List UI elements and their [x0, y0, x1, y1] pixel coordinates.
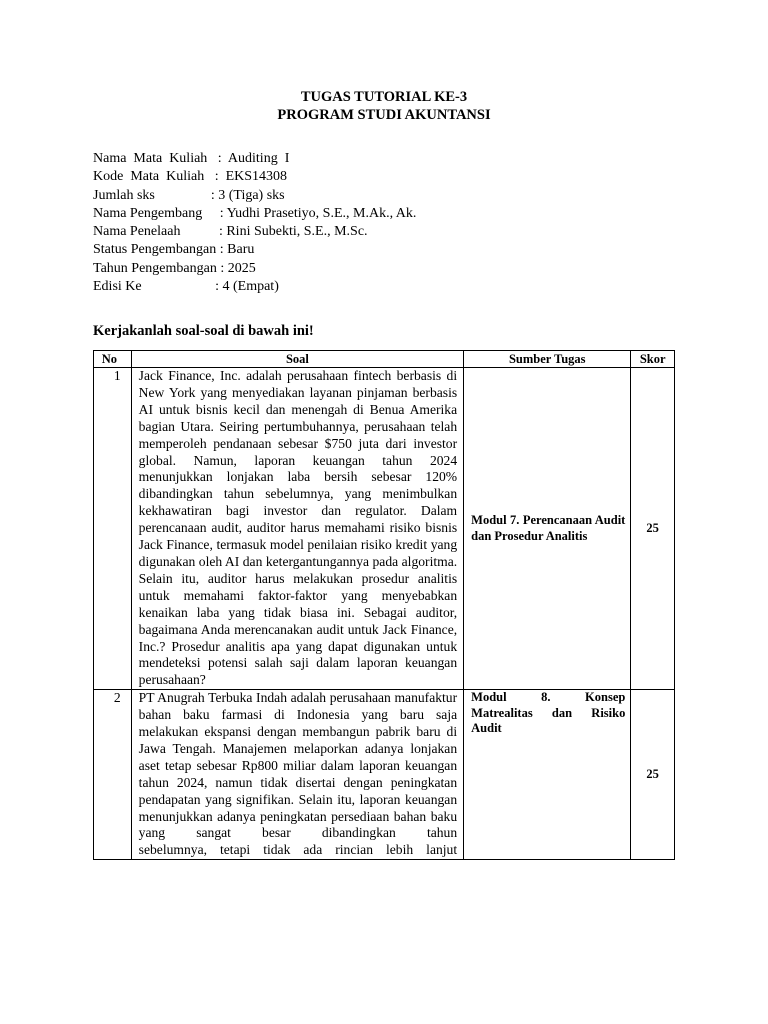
- question-text: Jack Finance, Inc. adalah perusahaan fintech berbasis di New York yang menyediakan layanan pinjaman berbasis AI untuk bisnis kecil dan menengah di Benua Amerika bagian Utara. Seiring pertumbuhannya, perusahaan telah memperoleh pendanaan sebesar $750 juta dari investor global. Namun, laporan keuangan tahun 2024 menunjukkan lonjakan laba bersih sebesar 120% dibandingkan tahun sebelumnya, yang menimbulkan kekhawatiran bagi investor dan regulator. Dalam perencanaan audit, auditor harus memahami risiko bisnis Jack Finance, termasuk model penilaian risiko kredit yang digunakan oleh AI dan ketergantungannya pada algoritma. Selain itu, auditor harus melakukan prosedur analitis untuk memahami faktor-faktor yang menyebabkan kenaikan laba yang tidak biasa ini. Sebagai auditor, bagaimana Anda merencanakan audit untuk Jack Finance, Inc.? Prosedur analitis apa yang dapat digunakan untuk mendeteksi potensi salah saji dalam laporan keuangan perusahaan?: [138, 368, 458, 688]
- question-cell: [131, 690, 463, 860]
- header-soal: Soal: [131, 351, 463, 368]
- document-title: TUGAS TUTORIAL KE-3: [300, 89, 468, 105]
- info-course-name: Nama Mata Kuliah : Auditing I: [93, 151, 290, 166]
- row-number: 2: [94, 690, 132, 860]
- info-course-code: Kode Mata Kuliah : EKS14308: [93, 169, 288, 185]
- source-cell: [464, 690, 631, 860]
- assignment-table: [93, 350, 675, 860]
- info-year: Tahun Pengembangan : 2025: [93, 260, 256, 276]
- question-text-continued: sebelumnya, tetapi tidak ada rincian lebih lanjut: [138, 842, 458, 858]
- document-subtitle: PROGRAM STUDI AKUNTANSI: [277, 107, 491, 123]
- row-number: 1: [94, 368, 132, 690]
- info-edition: Edisi Ke : 4 (Empat): [93, 279, 279, 295]
- score-cell: 25: [631, 690, 675, 860]
- source-cell: [464, 368, 631, 690]
- score-cell: 25: [631, 368, 675, 690]
- instruction: Kerjakanlah soal-soal di bawah ini!: [93, 323, 314, 339]
- info-reviewer: Nama Penelaah : Rini Subekti, S.E., M.Sc.: [93, 224, 368, 240]
- info-status: Status Pengembangan : Baru: [93, 242, 255, 258]
- header-skor: Skor: [631, 351, 675, 368]
- table-header-row: [94, 351, 675, 368]
- table-row: [94, 690, 675, 860]
- question-text: PT Anugrah Terbuka Indah adalah perusahaan manufaktur bahan baku farmasi di Indonesia yang baru saja melakukan ekspansi dengan membangun pabrik baru di Jawa Tengah. Manajemen melaporkan adanya lonjakan aset tetap sebesar Rp800 miliar dalam laporan keuangan tahun 2024, namun tidak disertai dengan peningkatan pendapatan yang signifikan. Selain itu, laporan keuangan menunjukkan adanya peningkatan persediaan bahan baku yang sangat besar dibandingkan tahun: [138, 690, 458, 841]
- header-sumber: Sumber Tugas: [464, 351, 631, 368]
- table-row: [94, 368, 675, 690]
- course-info: [93, 150, 416, 296]
- source-text: Modul 8. Konsep Matrealitas dan Risiko Audit: [471, 690, 626, 736]
- header-no: No: [94, 351, 132, 368]
- source-text: Modul 7. Perencanaan Audit dan Prosedur Analitis: [471, 513, 626, 543]
- question-cell: [131, 368, 463, 690]
- info-developer: Nama Pengembang : Yudhi Prasetiyo, S.E., M.Ak., Ak.: [93, 205, 417, 221]
- info-sks: Jumlah sks : 3 (Tiga) sks: [93, 187, 285, 203]
